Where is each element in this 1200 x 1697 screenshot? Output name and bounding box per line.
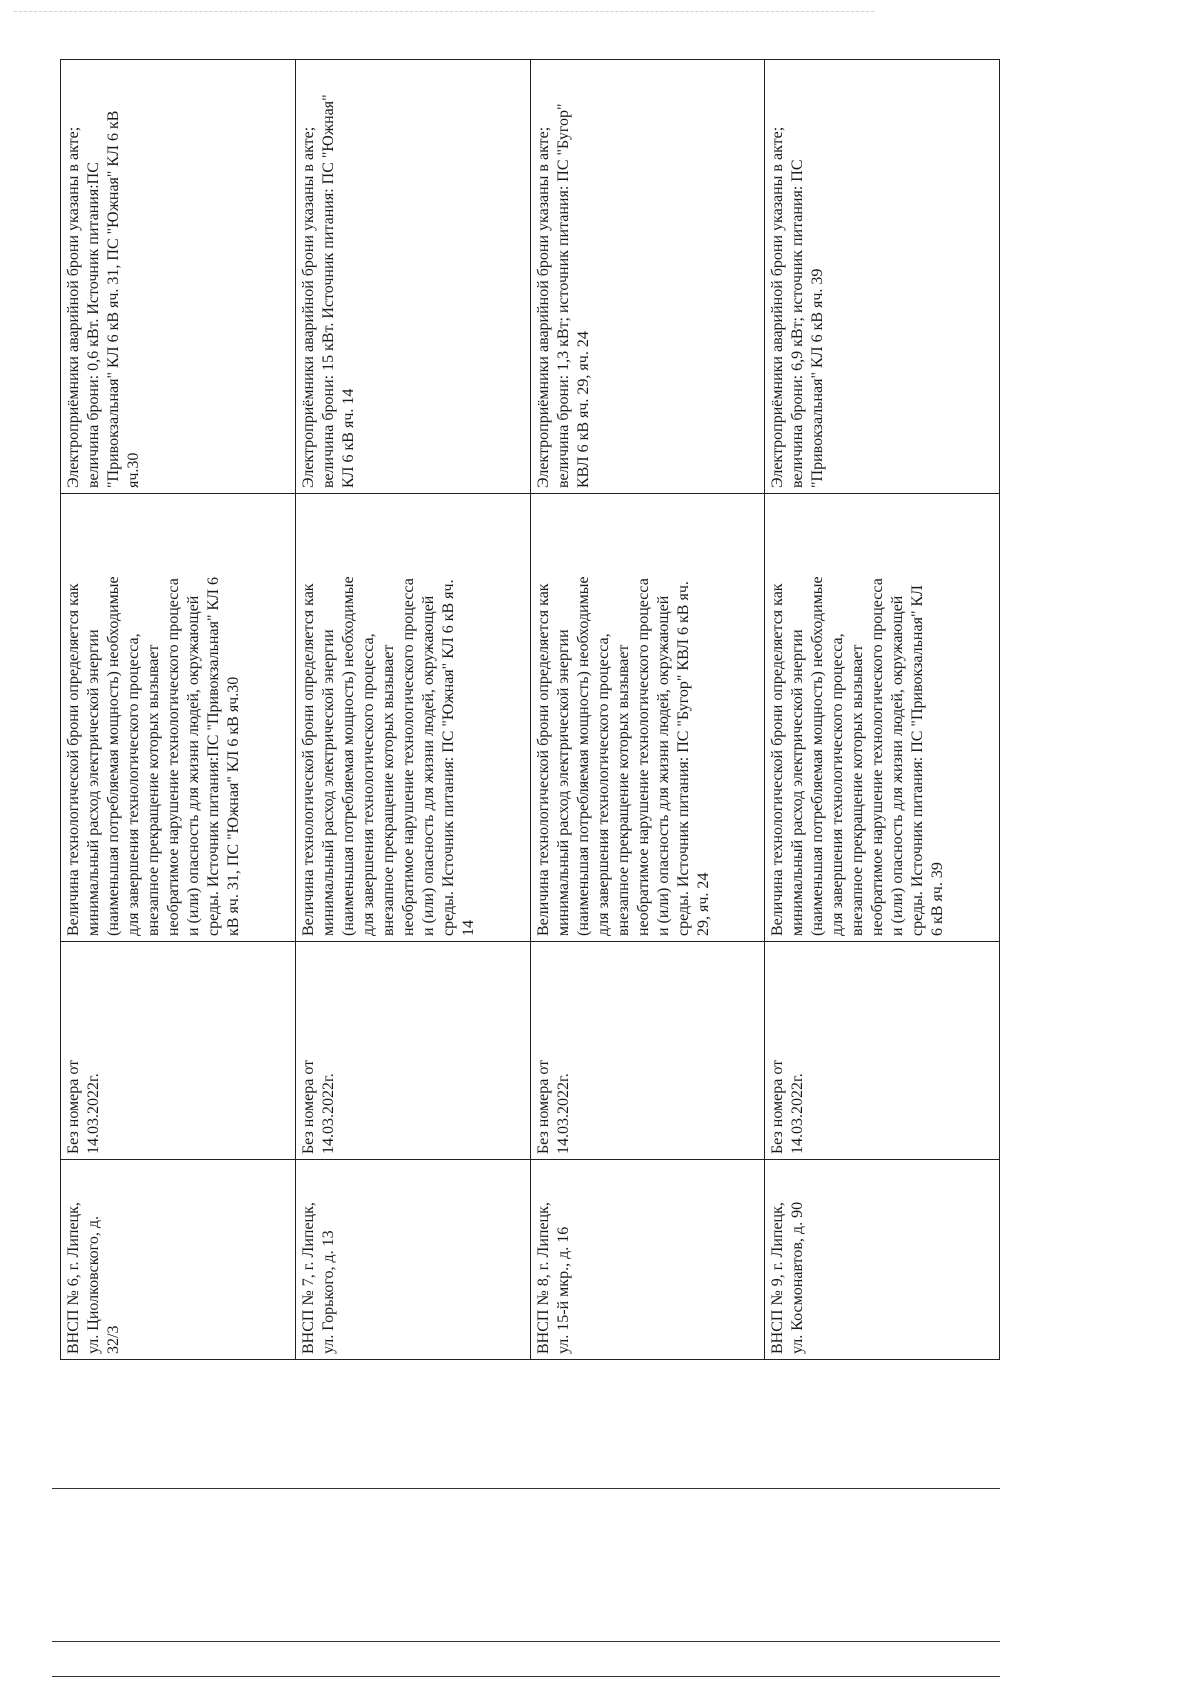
rotated-table-container (60, 60, 1000, 1360)
tech-armor-cell: Величина технологической брони определяется как минимальный расход электрической энергии (наименьшая потребляемая мощность) необходимые для завершения технологического процесса, внезапное прекращение которых вызывает необратимое нарушение технологического процесса и (или) опасность для жизни людей, окружающей среды. Источник питания: ПС "Привокзальная" КЛ 6 кВ яч. 39 (765, 494, 1000, 942)
object-cell: ВНСП № 6, г. Липецк, ул. Циолковского, д. 32/3 (61, 1160, 296, 1360)
bottom-rule-2 (52, 1641, 1000, 1642)
tech-armor-cell: Величина технологической брони определяется как минимальный расход электрической энергии (наименьшая потребляемая мощность) необходимые для завершения технологического процесса, внезапное прекращение которых вызывает необратимое нарушение технологического процесса и (или) опасность для жизни людей, окружающей среды. Источник питания: ПС "Южная" КЛ 6 кВ яч. 14 (295, 494, 530, 942)
table-row (765, 60, 1000, 1360)
bottom-rule-1 (52, 1488, 1000, 1489)
scan-top-edge (14, 11, 874, 12)
emergency-armor-cell: Электроприёмники аварийной брони указаны в акте; величина брони: 1,3 кВт; источник питания: ПС "Бугор" КВЛ 6 кВ яч. 29, яч. 24 (530, 60, 765, 494)
table-row (530, 60, 765, 1360)
bottom-rule-3 (52, 1676, 1000, 1677)
act-cell: Без номера от 14.03.2022г. (530, 942, 765, 1160)
table-row (61, 60, 296, 1360)
power-reserve-table (60, 59, 1000, 1360)
act-cell: Без номера от 14.03.2022г. (765, 942, 1000, 1160)
act-cell: Без номера от 14.03.2022г. (295, 942, 530, 1160)
object-cell: ВНСП № 8, г. Липецк, ул. 15-й мкр., д. 16 (530, 1160, 765, 1360)
emergency-armor-cell: Электроприёмники аварийной брони указаны в акте; величина брони: 6,9 кВт; источник питания: ПС "Привокзальная" КЛ 6 кВ яч. 39 (765, 60, 1000, 494)
table-row (295, 60, 530, 1360)
act-cell: Без номера от 14.03.2022г. (61, 942, 296, 1160)
tech-armor-cell: Величина технологической брони определяется как минимальный расход электрической энергии (наименьшая потребляемая мощность) необходимые для завершения технологического процесса, внезапное прекращение которых вызывает необратимое нарушение технологического процесса и (или) опасность для жизни людей, окружающей среды. Источник питания:ПС "Привокзальная" КЛ 6 кВ яч. 31, ПС "Южная" КЛ 6 кВ яч.30 (61, 494, 296, 942)
emergency-armor-cell: Электроприёмники аварийной брони указаны в акте; величина брони: 15 кВт. Источник питания: ПС "Южная" КЛ 6 кВ яч. 14 (295, 60, 530, 494)
object-cell: ВНСП № 9, г. Липецк, ул. Космонавтов, д. 90 (765, 1160, 1000, 1360)
tech-armor-cell: Величина технологической брони определяется как минимальный расход электрической энергии (наименьшая потребляемая мощность) необходимые для завершения технологического процесса, внезапное прекращение которых вызывает необратимое нарушение технологического процесса и (или) опасность для жизни людей, окружающей среды. Источник питания: ПС "Бугор" КВЛ 6 кВ яч. 29, яч. 24 (530, 494, 765, 942)
object-cell: ВНСП № 7, г. Липецк, ул. Горького, д. 13 (295, 1160, 530, 1360)
emergency-armor-cell: Электроприёмники аварийной брони указаны в акте; величина брони: 0,6 кВт. Источник питания:ПС "Привокзальная" КЛ 6 кВ яч. 31, ПС "Южная" КЛ 6 кВ яч.30 (61, 60, 296, 494)
